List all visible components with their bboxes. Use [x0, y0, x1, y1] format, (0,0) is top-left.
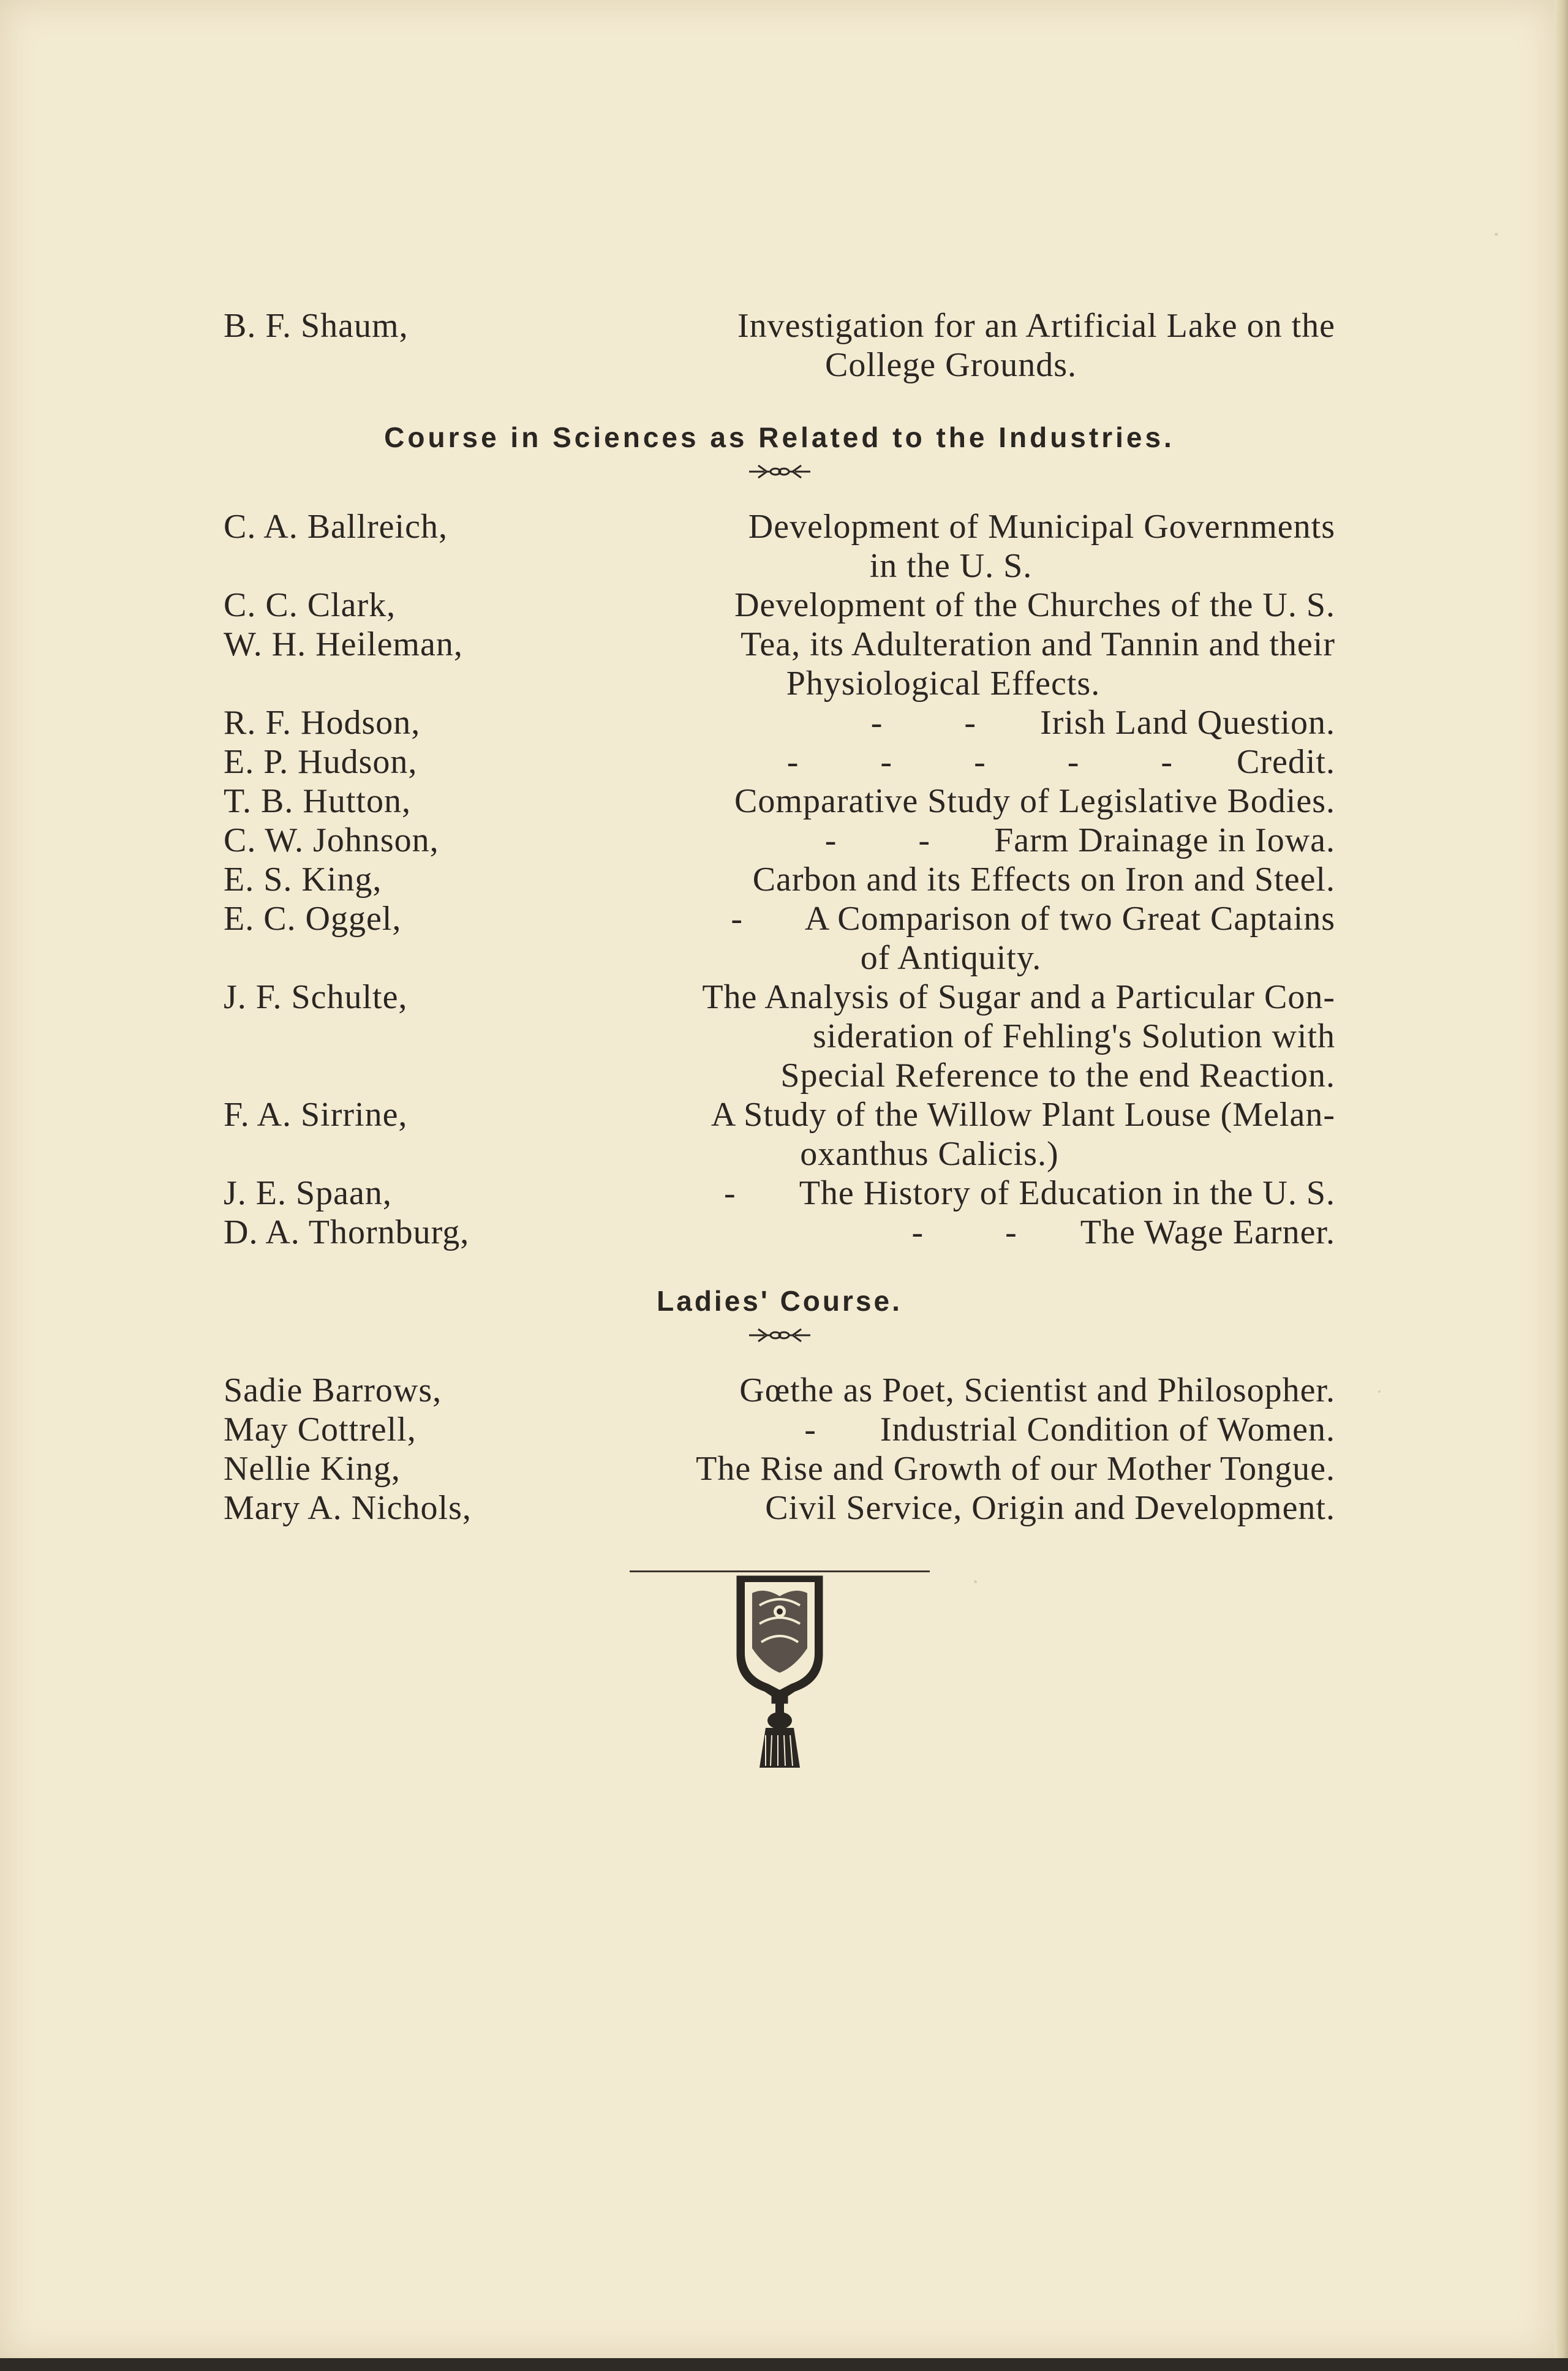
entry-title: - - Farm Drainage in Iowa. — [824, 821, 1335, 859]
entry-title: Carbon and its Effects on Iron and Steel. — [752, 861, 1335, 899]
entry-hutton — [224, 782, 1335, 821]
entry-name: R. F. Hodson, — [224, 704, 421, 742]
entry-title: The Rise and Growth of our Mother Tongue. — [696, 1450, 1335, 1488]
section-heading-sciences: Course in Sciences as Related to the Industries. — [384, 421, 1175, 453]
entry-name: B. F. Shaum, — [224, 307, 409, 345]
entry-title: - - - - - Credit. — [786, 743, 1335, 781]
entry-title: Comparative Study of Legislative Bodies. — [734, 782, 1335, 820]
entry-ballreich — [224, 507, 1335, 586]
entry-hodson — [224, 703, 1335, 742]
entry-barrows — [224, 1371, 1335, 1410]
entry-title: Civil Service, Origin and Development. — [765, 1489, 1335, 1527]
entry-name: E. P. Hudson, — [224, 743, 418, 781]
flourish-ornament-icon — [746, 459, 813, 484]
entry-title: Development of the Churches of the U. S. — [734, 586, 1335, 624]
entry-title: A Study of the Willow Plant Louse (Melan- oxanthus Calicis.) — [710, 1096, 1335, 1173]
entry-title: - A Comparison of two Great Captains of Antiquity. — [731, 900, 1335, 977]
flourish-ornament-icon — [746, 1323, 813, 1348]
entry-title: Gœthe as Poet, Scientist and Philosopher. — [739, 1371, 1335, 1409]
entry-name: C. W. Johnson, — [224, 821, 439, 859]
entry-title: - - Irish Land Question. — [870, 704, 1335, 742]
entry-name: C. C. Clark, — [224, 586, 396, 624]
entry-sirrine — [224, 1095, 1335, 1174]
entry-name: J. F. Schulte, — [224, 978, 408, 1016]
entry-title: - - The Wage Earner. — [911, 1213, 1335, 1251]
leader-dashes: - — [724, 1174, 772, 1212]
entry-name: May Cottrell, — [224, 1411, 417, 1449]
entry-name: F. A. Sirrine, — [224, 1096, 408, 1134]
entry-heileman — [224, 625, 1335, 703]
entry-king-nellie — [224, 1449, 1335, 1488]
section-heading-ladies: Ladies' Course. — [657, 1285, 902, 1317]
entry-name: E. C. Oggel, — [224, 900, 402, 938]
entry-title: Investigation for an Artificial Lake on the College Grounds. — [737, 307, 1335, 384]
entry-title: Development of Municipal Governments in the U. S. — [748, 508, 1335, 585]
entry-name: T. B. Hutton, — [224, 782, 411, 820]
page-bottom-border — [0, 2358, 1568, 2371]
leader-dashes: - — [731, 900, 779, 938]
entry-nichols — [224, 1488, 1335, 1528]
entry-name: E. S. King, — [224, 861, 382, 899]
divider-rule — [630, 1570, 930, 1572]
leader-dashes: - — [804, 1411, 853, 1449]
entry-name: W. H. Heileman, — [224, 625, 463, 663]
page-content — [224, 306, 1335, 1771]
entry-name: C. A. Ballreich, — [224, 508, 448, 546]
entry-title: - Industrial Condition of Women. — [804, 1411, 1335, 1449]
leader-dashes: - - — [824, 821, 967, 859]
entry-name: D. A. Thornburg, — [224, 1213, 470, 1251]
entry-title: The Analysis of Sugar and a Particular Con- sideration of Fehling's Solution with Special Reference to the end Reaction. — [702, 978, 1335, 1095]
leader-dashes: - - — [870, 704, 1013, 742]
entry-name: Sadie Barrows, — [224, 1371, 442, 1409]
entry-hudson — [224, 742, 1335, 782]
entry-cottrell — [224, 1410, 1335, 1449]
entry-name: Mary A. Nichols, — [224, 1489, 472, 1527]
entry-thornburg — [224, 1213, 1335, 1252]
leader-dashes: - - - - - — [786, 743, 1210, 781]
tassel-ornament-icon — [728, 1575, 832, 1771]
entry-spaan — [224, 1174, 1335, 1213]
entry-name: Nellie King, — [224, 1450, 401, 1488]
entry-schulte — [224, 978, 1335, 1095]
entry-oggel — [224, 899, 1335, 978]
entry-johnson — [224, 821, 1335, 860]
entry-name: J. E. Spaan, — [224, 1174, 392, 1212]
entry-title: - The History of Education in the U. S. — [724, 1174, 1335, 1212]
page-edge — [1555, 0, 1568, 2371]
entry-shaum — [224, 306, 1335, 385]
leader-dashes: - - — [911, 1213, 1054, 1251]
entry-clark — [224, 586, 1335, 625]
entry-title: Tea, its Adulteration and Tannin and their Physiological Effects. — [741, 625, 1335, 703]
entry-king — [224, 860, 1335, 899]
